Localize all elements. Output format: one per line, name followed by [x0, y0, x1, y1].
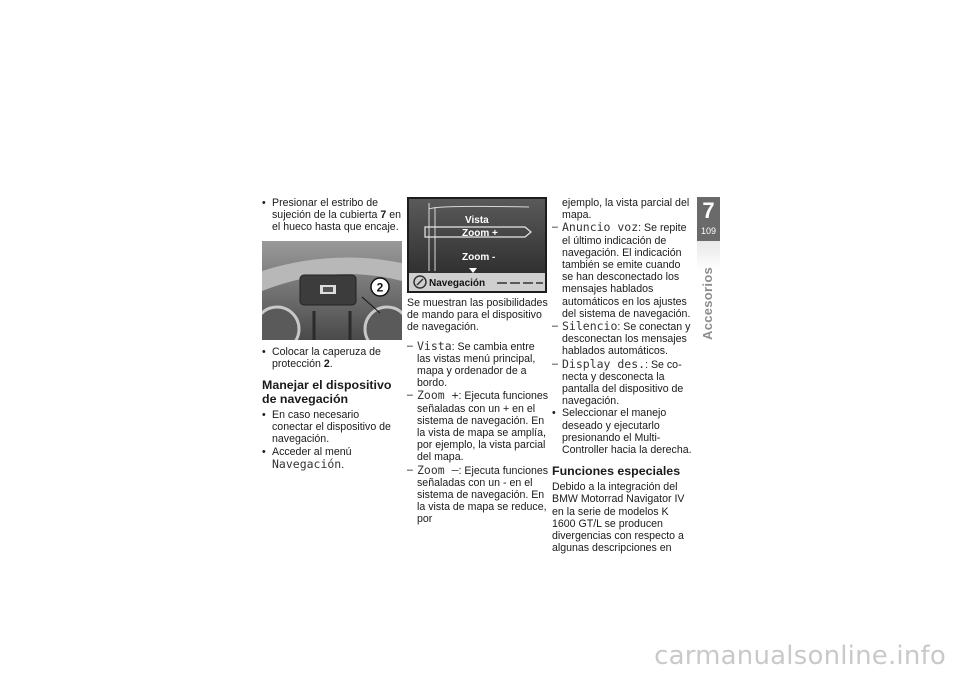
- intro-text: Se muestran las posibilidades de mando para el dispositivo de navegación.: [407, 297, 548, 334]
- bullet-select-operation: • Seleccionar el manejo deseado y ejecutarlo presionando el Multi-Controller hacia la derecha.: [552, 407, 692, 456]
- section-label: Accesorios: [700, 266, 715, 340]
- page-number: 109: [700, 226, 717, 236]
- column-2: [407, 197, 550, 526]
- callout-number: 2: [376, 280, 384, 295]
- continued-text: ejemplo, la vista parcial del mapa.: [562, 197, 690, 222]
- option-vista: – Vista: Se cambia entre las vistas menú principal, mapa y ordenador de a bordo.: [407, 340, 550, 390]
- screen-bottom-label: Navegación: [429, 278, 486, 289]
- section-heading-special-functions: Funciones especiales: [552, 464, 681, 479]
- chapter-tab: [697, 197, 720, 241]
- option-display-des: – Display des.: Se conecta y desconecta la pantalla del dispositivo de navegación.: [552, 358, 692, 408]
- watermark: carmanualsonline.info: [654, 641, 946, 671]
- option-zoom-plus: – Zoom +: Ejecuta funciones señaladas con un + en el sistema de navegación. En la vista de mapa se amplía, por ejemplo, la vista parcial del mapa.: [407, 389, 550, 463]
- bullet-access-menu: • Acceder al menú Navegación.: [262, 446, 402, 471]
- option-silencio: – Silencio: Se conectan y desconectan los mensajes hablados automáticos.: [552, 320, 692, 358]
- special-functions-paragraph: Debido a la integración del BMW Motorrad Navigator IV en la serie de modelos K 1600 GT/L se producen divergencias con respecto a algunas descripciones en: [552, 481, 685, 555]
- bullet-connect-device: • En caso necesario conectar el dispositivo de navegación.: [262, 409, 402, 446]
- column-3: [552, 197, 692, 554]
- menu-item-zoom-minus: Zoom -: [462, 252, 496, 263]
- option-anuncio-voz: – Anuncio voz: Se repite el último indicación de navegación. El indicación también se emite cuando se han desconectado los mensajes hablados automáticos en los ajustes del sistema de navegación.: [552, 221, 692, 320]
- bullet-press-bracket: • Presionar el estribo de sujeción de la cubierta 7 en el hueco hasta que encaje.: [262, 197, 402, 234]
- menu-item-zoom-plus: Zoom +: [462, 228, 498, 239]
- navigation-screen-image: [407, 197, 547, 293]
- dashboard-photo: [262, 241, 402, 340]
- section-heading-navigation: Manejar el dispositivo de navegación: [262, 378, 392, 407]
- bullet-place-cap: • Colocar la caperuza de protección 2.: [262, 346, 402, 370]
- menu-item-vista: Vista: [465, 215, 489, 226]
- option-zoom-minus: – Zoom –: Ejecuta funciones señaladas con un - en el sistema de navegación. En la vista de mapa se reduce, por: [407, 464, 550, 526]
- column-1: [262, 197, 402, 471]
- chapter-number: 7: [702, 198, 715, 223]
